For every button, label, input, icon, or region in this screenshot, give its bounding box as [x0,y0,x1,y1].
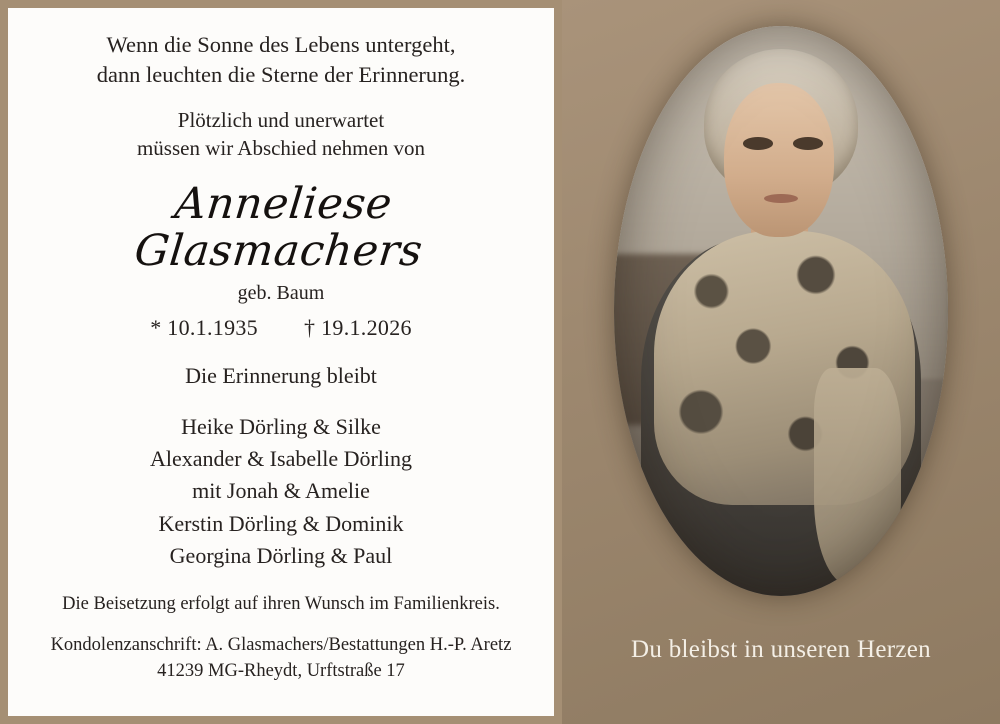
intro [137,107,425,163]
burial-note: Die Beisetzung erfolgt auf ihren Wunsch im Familienkreis. [62,594,500,615]
closing-message: Du bleibst in unseren Herzen [631,636,931,663]
list-item: mit Jonah & Amelie [192,478,370,504]
contact-line-2: 41239 MG-Rheydt, Urftstraße 17 [157,661,405,682]
birth-date: * 10.1.1935 [150,314,258,340]
maiden-name: geb. Baum [237,281,325,304]
verse [97,30,466,89]
list-item: Kerstin Dörling & Dominik [158,510,404,536]
portrait-image [614,26,948,596]
remembrance-line: Die Erinnerung bleibt [185,362,377,388]
family-list [150,411,412,573]
photo-vignette [614,26,948,596]
photo-panel [562,0,1000,724]
deceased-name: Anneliese Glasmachers [132,179,425,277]
contact-line-1: Kondolenzanschrift: A. Glasmachers/Bestattungen H.-P. Aretz [50,635,512,656]
intro-line-2: müssen wir Abschied nehmen von [136,136,426,161]
verse-line-1: Wenn die Sonne des Lebens untergeht, [106,32,456,57]
list-item: Heike Dörling & Silke [181,413,381,439]
intro-line-1: Plötzlich und unerwartet [177,108,385,133]
life-dates [150,315,412,341]
text-panel [8,8,554,716]
portrait-photo [614,26,948,596]
list-item: Alexander & Isabelle Dörling [149,446,413,472]
death-date: † 19.1.2026 [304,314,412,340]
verse-line-2: dann leuchten die Sterne der Erinnerung. [96,61,466,87]
list-item: Georgina Dörling & Paul [169,543,393,569]
condolence-address [51,633,512,685]
